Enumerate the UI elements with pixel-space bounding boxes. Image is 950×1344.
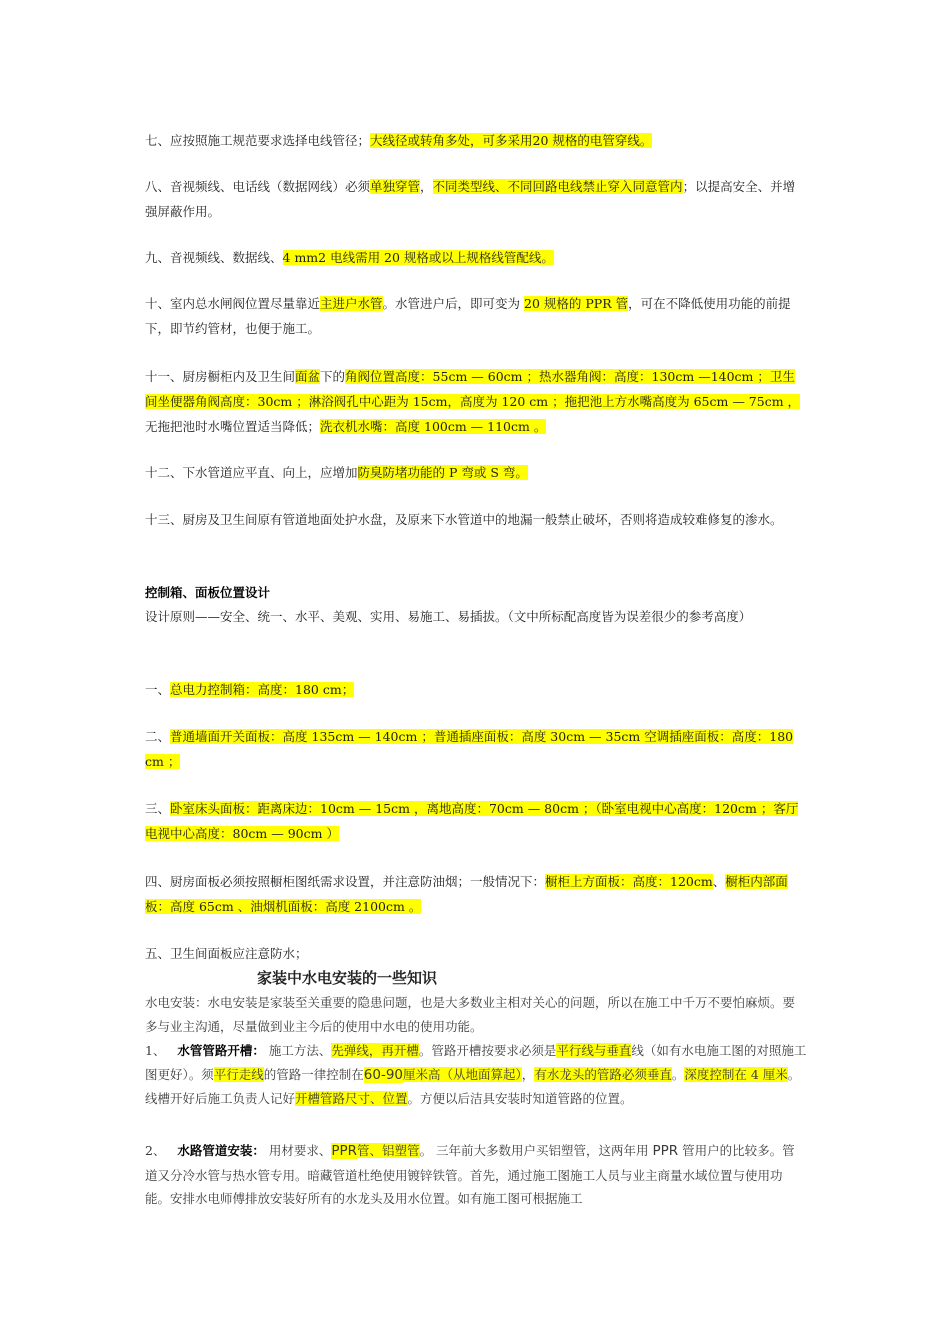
text: 八、音视频线、电话线（数据网线）必须 [145, 179, 371, 194]
highlight: 先弹线，再开槽 [331, 1043, 419, 1058]
text: 线（如有水电施工图的对照施工图更好）。须 [145, 1043, 807, 1082]
highlight: 面盆 [295, 369, 321, 384]
text: 十、室内总水闸阀位置尽量靠近 [145, 296, 321, 311]
item-11 [145, 364, 807, 439]
highlight: 单独穿管 [370, 179, 421, 194]
text: 的管路一律控制在 [263, 1066, 364, 1082]
highlight: 高度：130cm —140cm ；卫生间坐便器角阀高度：30cm ； [145, 369, 795, 409]
control-item-5 [145, 941, 807, 966]
text: 一、 [145, 682, 171, 697]
highlight: 普通墙面开关面板：高度 135cm — 140cm ；普通插座面板：高度 30cm — 35cm 空调插座面板：高度：180 cm ； [145, 729, 794, 769]
article-title: 家装中水电安装的一些知识 [257, 969, 438, 987]
highlight: 60-90 [363, 1066, 404, 1083]
item-13 [145, 507, 807, 532]
highlight: 20 规格的 PPR 管 [524, 296, 629, 311]
article-para-2 [145, 1139, 807, 1211]
text: 十三、厨房及卫生间原有管道地面处护水盘，及原来下水管道中的地漏一般禁止破坏，否则将造成较难修复的渗水。 [145, 512, 783, 527]
highlight: 大线径或转角多处，可多采用20 规格的电管穿线。 [370, 133, 653, 148]
text: PPR [652, 1143, 679, 1159]
highlight: 主进户水管 [320, 296, 383, 311]
item-12 [145, 460, 807, 485]
highlight: 淋浴阀孔中心距为 15cm，高度为 120 cm ； [308, 394, 565, 409]
item-9 [145, 245, 807, 270]
text: 三、 [145, 801, 171, 816]
highlight: 热水器角阀： [539, 369, 615, 384]
item-7 [145, 128, 807, 153]
text: 七、应按照施工规范要求选择电线管径； [145, 133, 371, 148]
text: ；以提高安全、并增强屏蔽作用。 [145, 179, 796, 219]
text: 。 [671, 1066, 685, 1082]
text: 十二、下水管道应平直、向上，应增加 [145, 465, 358, 480]
text: 。管路开槽按要求必须是 [418, 1043, 557, 1058]
text: 无拖把池时水嘴位置适当降低； [145, 419, 321, 434]
text: 四、厨房面板必须按照橱柜图纸需求设置，并注意防油烟；一般情况下： [145, 874, 546, 889]
highlight: 深度控制在 4 厘米 [684, 1066, 788, 1082]
highlight: PPR [331, 1143, 358, 1159]
highlight: 不同类型线、不同回路电线禁止穿入同意管内 [432, 179, 683, 194]
highlight: 拖把池上方水嘴高度为 65cm — 75cm ， [564, 394, 801, 409]
text: 1、 [145, 1043, 166, 1058]
text: ， [420, 179, 433, 194]
text: 。水管进户后，即可变为 [382, 296, 525, 311]
label: 水路管道安装： [177, 1143, 265, 1158]
article-para-1 [145, 1039, 807, 1111]
text: ， [521, 1066, 535, 1082]
highlight: 卧室床头面板：距离床边：10cm — 15cm ，离地高度：70cm — 80cm ；（卧室电视中心高度：120cm ；客厅电视中心高度：80cm — 90cm ） [145, 801, 799, 841]
text: 下的 [320, 369, 346, 384]
text: 。方便以后洁具安装时知道管路的位置。 [407, 1091, 633, 1106]
text: 。线槽开好后施工负责人记好 [145, 1066, 801, 1106]
text: ，可在不降低使用功能的前提下，即节约管材，也便于施工。 [145, 296, 791, 336]
text: 2、 [145, 1143, 166, 1158]
highlight: 管、铝塑管 [357, 1143, 420, 1158]
text: 。 三年前大多数用户买铝塑管，这两年用 [419, 1143, 653, 1158]
highlight: 有水龙头的管路必须垂直 [534, 1066, 672, 1082]
control-item-4 [145, 869, 807, 919]
highlight: 平行走线 [213, 1066, 264, 1082]
highlight: 洗衣机水嘴：高度 100cm — 110cm 。 [320, 419, 547, 434]
label: 水管管路开槽： [177, 1043, 265, 1058]
text: 用材要求、 [264, 1143, 332, 1158]
design-principle: 设计原则——安全、统一、水平、美观、实用、易施工、易插拔。（文中所标配高度皆为误差很少的参考高度） [145, 609, 752, 624]
text: 、 [712, 874, 726, 889]
highlight: 平行线与垂直 [556, 1043, 632, 1058]
highlight: 防臭防堵功能的 P 弯或 S 弯。 [357, 465, 528, 480]
control-item-1 [145, 677, 807, 702]
item-10 [145, 291, 807, 341]
section-heading: 控制箱、面板位置设计 [145, 585, 271, 600]
highlight: 橱柜上方面板：高度：120cm [545, 874, 713, 889]
article-intro: 水电安装：水电安装是家装至关重要的隐患问题，也是大多数业主相对关心的问题，所以在施工中千万不要怕麻烦。要多与业主沟通，尽量做到业主今后的使用中水电的使用功能。 [145, 995, 796, 1034]
text: 十一、厨房橱柜内及卫生间 [145, 369, 296, 384]
text: 管用户的比较多。管道又分冷水管与热水管专用。暗藏管道杜绝使用镀锌铁管。首先，通过施工图施工人员与业主商量水域位置与使用功能。安排水电师傅排放安装好所有的水龙头及用水位置。如有施工图可根据施工 [145, 1143, 795, 1206]
highlight: 4 mm2 电线需用 20 规格或以上规格线管配线。 [282, 250, 554, 265]
item-8 [145, 174, 807, 224]
highlight: 总电力控制箱：高度：180 cm； [170, 682, 355, 697]
highlight: 角阀位置高度：55cm — 60cm ； [345, 369, 539, 384]
highlight: 厘米高（从地面算起） [403, 1066, 522, 1082]
text: 施工方法、 [264, 1043, 332, 1058]
text: 二、 [145, 729, 171, 744]
text: 五、卫生间面板应注意防水； [145, 946, 308, 961]
highlight: 橱柜内部面板：高度 65cm 、油烟机面板：高度 2100cm 。 [145, 874, 788, 914]
highlight: 开槽管路尺寸、位置 [295, 1091, 408, 1106]
control-item-3 [145, 796, 807, 846]
control-item-2 [145, 724, 807, 774]
text: 九、音视频线、数据线、 [145, 250, 283, 265]
